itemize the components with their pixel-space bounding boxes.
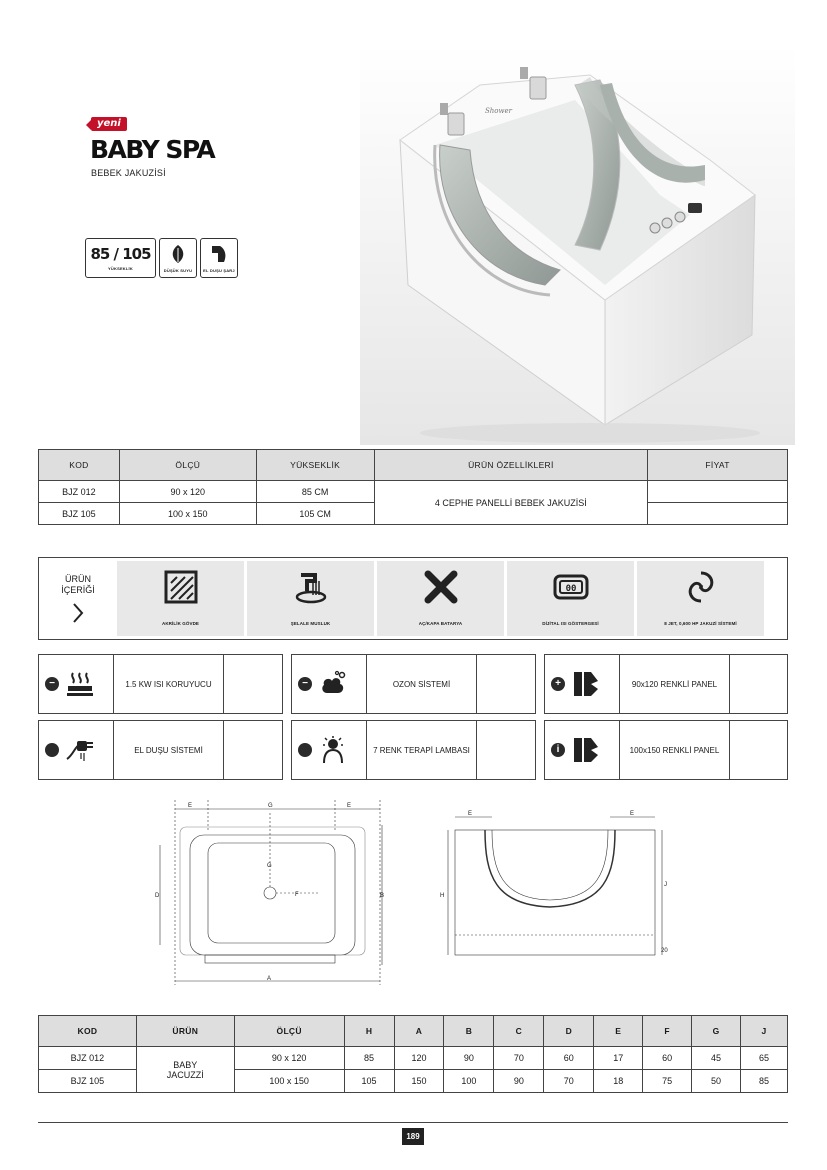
option-panel-90x120 (544, 654, 788, 714)
dim-value: 65 (741, 1047, 788, 1070)
dim-olcu: 100 x 150 (234, 1070, 344, 1093)
dim-value: 17 (594, 1047, 643, 1070)
dim-header: F (643, 1016, 692, 1047)
info-sign-icon: i (551, 743, 565, 757)
dim-value: 150 (394, 1070, 444, 1093)
baby-spa-tub-image (360, 45, 795, 445)
dim-product-line2: JACUZZİ (166, 1069, 204, 1080)
option-label: 90x120 RENKLİ PANEL (620, 655, 730, 713)
option-hand-shower (38, 720, 283, 780)
table-row (39, 481, 788, 503)
content-caption: ŞELALE MUSLUK (290, 621, 331, 626)
technical-drawings (150, 795, 680, 995)
dim-value: 120 (394, 1047, 444, 1070)
eco-badge (159, 238, 197, 278)
height-badge (85, 238, 156, 278)
label-j: J (664, 882, 667, 888)
dim-value: 60 (544, 1047, 594, 1070)
waterfall-faucet-icon (293, 569, 329, 605)
dim-value: 100 (444, 1070, 494, 1093)
dim-value: 70 (544, 1070, 594, 1093)
label-d: D (155, 893, 160, 899)
eco-caption: DÜŞÜK SUYU (163, 268, 193, 273)
dot-sign-icon (45, 743, 59, 757)
top-view-drawing (155, 800, 384, 985)
dimension-table (38, 1015, 788, 1093)
page-number: 189 (402, 1128, 424, 1145)
dim-kod: BJZ 105 (39, 1070, 137, 1093)
contents-label (39, 558, 117, 639)
table-row (39, 1047, 788, 1070)
dim-header: G (692, 1016, 741, 1047)
label-f: F (295, 892, 299, 898)
tub-brand: Shower (485, 107, 512, 115)
dim-value: 90 (444, 1047, 494, 1070)
on-off-tap-icon (423, 569, 459, 605)
digital-display-icon (553, 569, 589, 605)
minus-sign-icon: − (45, 677, 59, 691)
header-ozellikler: ÜRÜN ÖZELLİKLERİ (374, 450, 648, 481)
dim-header: J (741, 1016, 788, 1047)
dim-header: ÖLÇÜ (234, 1016, 344, 1047)
contents-label-line2: İÇERİĞİ (61, 584, 95, 595)
label-h: H (440, 893, 445, 899)
dim-value: 90 (494, 1070, 544, 1093)
price-cell (648, 503, 788, 525)
row-kod: BJZ 105 (39, 503, 120, 525)
option-label: 7 RENK TERAPİ LAMBASI (367, 721, 477, 779)
label-a: A (267, 976, 272, 982)
hand-shower-icon (65, 735, 95, 765)
product-title: BABY SPA (90, 135, 215, 164)
option-ozone (291, 654, 536, 714)
dim-value: 50 (692, 1070, 741, 1093)
product-contents (38, 557, 788, 640)
dim-value: 45 (692, 1047, 741, 1070)
option-heater (38, 654, 283, 714)
side-view-drawing (440, 811, 668, 955)
hand-caption: EL DUŞU ŞARJ (203, 268, 235, 273)
row-yukseklik: 85 CM (256, 481, 374, 503)
chevron-right-icon (72, 602, 84, 624)
option-therapy-lamp (291, 720, 536, 780)
height-caption: YÜKSEKLİK (108, 266, 133, 271)
row-yukseklik: 105 CM (256, 503, 374, 525)
content-item (637, 561, 764, 636)
hand-shower-badge (200, 238, 238, 278)
content-item (377, 561, 504, 636)
content-item (117, 561, 244, 636)
dim-value: 85 (741, 1070, 788, 1093)
option-label: EL DUŞU SİSTEMİ (114, 721, 224, 779)
label-e: E (630, 811, 635, 817)
dim-olcu: 90 x 120 (234, 1047, 344, 1070)
panel-icon (571, 735, 601, 765)
footer-divider (38, 1122, 788, 1123)
dot-sign-icon (298, 743, 312, 757)
dim-value: 85 (344, 1047, 394, 1070)
label-e: E (188, 803, 193, 809)
dim-value: 105 (344, 1070, 394, 1093)
product-table (38, 449, 788, 525)
label-20: 20 (661, 948, 668, 954)
content-caption: AKRİLİK GÖVDE (161, 621, 200, 626)
dim-value: 70 (494, 1047, 544, 1070)
dim-product-line1: BABY (173, 1059, 198, 1070)
row-kod: BJZ 012 (39, 481, 120, 503)
label-e: E (468, 811, 473, 817)
dim-header: ÜRÜN (136, 1016, 234, 1047)
header-fiyat: FİYAT (648, 450, 788, 481)
label-g: G (267, 863, 272, 869)
new-tag: yeni (91, 117, 127, 131)
content-caption: 8 JET, 0,600 HP JAKUZİ SİSTEMİ (664, 621, 737, 626)
acrylic-body-icon (163, 569, 199, 605)
dim-kod: BJZ 012 (39, 1047, 137, 1070)
content-caption: AÇ/KAPA BATARYA (418, 621, 463, 626)
heater-icon (65, 669, 95, 699)
dim-value: 75 (643, 1070, 692, 1093)
dim-value: 18 (594, 1070, 643, 1093)
dim-header: B (444, 1016, 494, 1047)
minus-sign-icon: − (298, 677, 312, 691)
header-yukseklik: YÜKSEKLİK (256, 450, 374, 481)
option-label: 100x150 RENKLİ PANEL (620, 721, 730, 779)
content-caption: DİJİTAL ISI GÖSTERGESİ (542, 621, 599, 626)
feature-cell: 4 CEPHE PANELLİ BEBEK JAKUZİSİ (374, 481, 648, 525)
price-cell (648, 481, 788, 503)
option-panel-100x150 (544, 720, 788, 780)
dim-header: E (594, 1016, 643, 1047)
dim-header: KOD (39, 1016, 137, 1047)
label-g: G (268, 803, 273, 809)
dim-header: C (494, 1016, 544, 1047)
label-b: B (380, 893, 385, 899)
row-olcu: 100 x 150 (119, 503, 256, 525)
header-olcu: ÖLÇÜ (119, 450, 256, 481)
label-e: E (347, 803, 352, 809)
plus-sign-icon: + (551, 677, 565, 691)
dim-header: H (344, 1016, 394, 1047)
option-label: 1.5 KW ISI KORUYUCU (114, 655, 224, 713)
content-item (507, 561, 634, 636)
dim-value: 60 (643, 1047, 692, 1070)
height-value: 85 / 105 (90, 245, 151, 263)
content-item (247, 561, 374, 636)
leaf-icon (167, 243, 189, 265)
product-subtitle: BEBEK JAKUZİSİ (91, 168, 166, 178)
dim-header: D (544, 1016, 594, 1047)
svg-text:00: 00 (565, 584, 576, 594)
therapy-lamp-icon (318, 735, 348, 765)
hand-shower-badge-icon (208, 243, 230, 265)
dim-product (136, 1047, 234, 1093)
ozone-icon (318, 669, 348, 699)
panel-icon (571, 669, 601, 699)
option-label: OZON SİSTEMİ (367, 655, 477, 713)
feature-badges (85, 238, 238, 278)
row-olcu: 90 x 120 (119, 481, 256, 503)
header-kod: KOD (39, 450, 120, 481)
dim-header: A (394, 1016, 444, 1047)
jacuzzi-system-icon (683, 569, 719, 605)
contents-label-line1: ÜRÜN (65, 573, 91, 584)
